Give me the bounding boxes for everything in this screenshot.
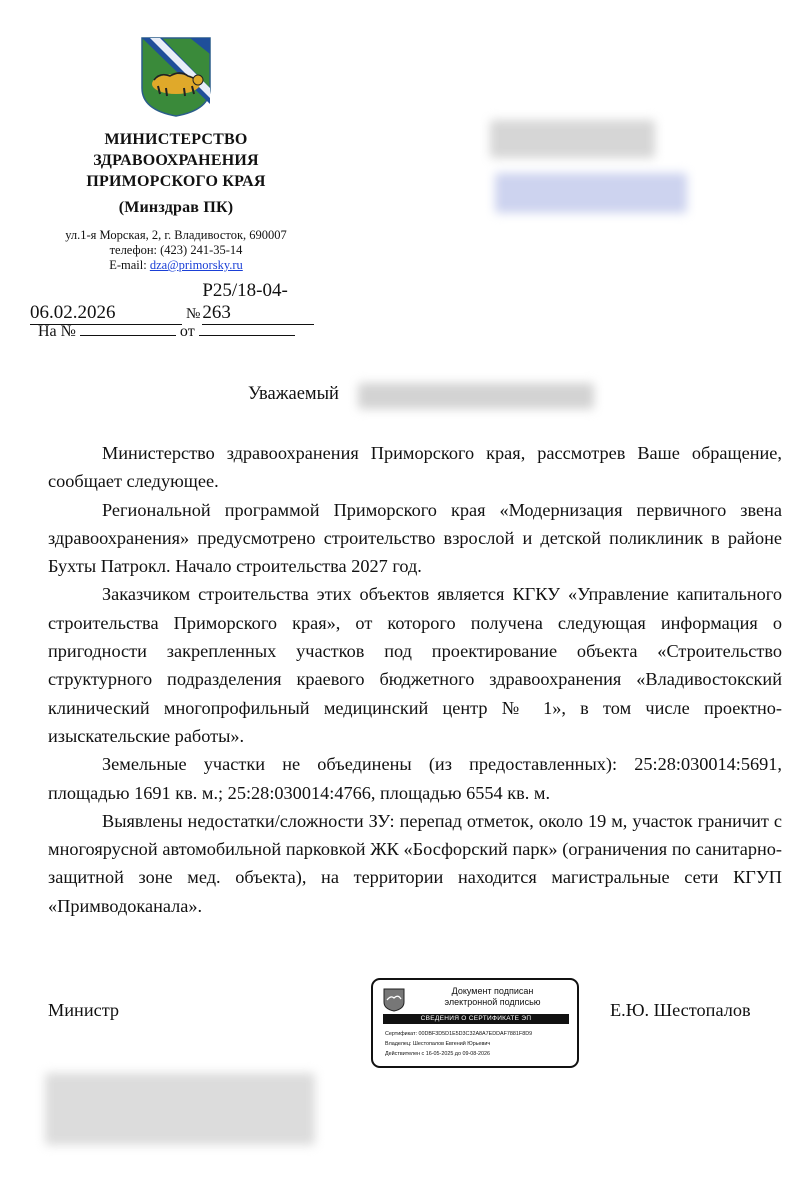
registration-date: 06.02.2026 — [30, 302, 182, 325]
email-line — [40, 258, 312, 273]
redacted-executor-info — [45, 1073, 315, 1145]
registration-number: Р25/18-04-263 — [202, 280, 314, 325]
reference-number-blank — [80, 320, 176, 336]
paragraph-5: Выявлены недостатки/сложности ЗУ: перепад отметок, около 19 м, участок граничит с многоярусной автомобильной парковкой ЖК «Босфорский парк» (ограничения по санитарно-защитной зоне мед. объекта), на территории находится магистральные сети КГУП «Примводоканала». — [48, 810, 782, 916]
stamp-validity: Действителен с 16-05-2025 до 09-08-2026 — [385, 1051, 491, 1057]
letter-body — [48, 439, 782, 920]
paragraph-4: Земельные участки не объединены (из предоставленных): 25:28:030014:5691, площадью 1691 кв. м.; 25:28:030014:4766, площадью 6554 кв. м. — [48, 754, 782, 803]
signer-name: Е.Ю. Шестопалов — [610, 1000, 751, 1020]
reference-date-blank — [199, 320, 295, 336]
redacted-recipient-address — [495, 173, 687, 213]
stamp-title-line-1: Документ подписан — [451, 986, 534, 996]
contact-block — [40, 228, 312, 273]
paragraph-2: Региональной программой Приморского края «Модернизация первичного звена здравоохранения» предусмотрено строительство взрослой и детской поликлиник в районе Бухты Патрокл. Начало строительства 2027 год. — [48, 499, 782, 577]
email-link[interactable]: dza@primorsky.ru — [149, 258, 243, 272]
stamp-owner: Владелец: Шестопалов Евгений Юрьевич — [385, 1041, 491, 1047]
email-label: E-mail: — [109, 258, 150, 272]
emblem-icon — [383, 988, 405, 1012]
stamp-certificate-id: Сертификат: 00DBF3D5D1E5D3C32A8A7EDDAF7881F8D9 — [385, 1031, 533, 1037]
stamp-title-line-2: электронной подписью — [444, 997, 541, 1007]
organization-short-name: (Минздрав ПК) — [118, 199, 234, 216]
org-name-line-1: МИНИСТЕРСТВО — [104, 131, 248, 148]
reference-date-label: от — [179, 323, 195, 340]
org-name-line-3: ПРИМОРСКОГО КРАЯ — [86, 173, 266, 190]
reference-line — [38, 320, 295, 341]
address: ул.1-я Морская, 2, г. Владивосток, 690007 — [65, 228, 287, 242]
org-name-line-2: ЗДРАВООХРАНЕНИЯ — [93, 152, 259, 169]
greeting-text: Уважаемый — [248, 384, 339, 404]
phone: телефон: (423) 241-35-14 — [109, 243, 243, 257]
paragraph-1: Министерство здравоохранения Приморского края, рассмотрев Ваше обращение, сообщает следующее. — [48, 443, 782, 492]
electronic-signature-stamp — [371, 978, 579, 1068]
redacted-addressee — [358, 383, 594, 409]
registration-line — [30, 280, 314, 325]
paragraph-3: Заказчиком строительства этих объектов является КГКУ «Управление капитального строительства Приморского края», от которого получена следующая информация о пригодности закрепленных участков под проектирование объекта «Строительство структурного подразделения краевого бюджетного здравоохранения «Владивостокский клинический многопрофильный медицинский центр № 1», в том числе проектно-изыскательские работы». — [48, 584, 782, 746]
number-sign: № — [186, 306, 201, 322]
organization-name — [60, 129, 292, 192]
redacted-recipient-name — [490, 120, 655, 158]
stamp-certificate-header: СВЕДЕНИЯ О СЕРТИФИКАТЕ ЭП — [383, 1014, 569, 1024]
reference-number-label: На № — [38, 323, 76, 340]
stamp-title — [415, 986, 570, 1008]
signer-position: Министр — [48, 1000, 120, 1020]
coat-of-arms-crest — [140, 36, 212, 118]
greeting — [248, 384, 339, 405]
